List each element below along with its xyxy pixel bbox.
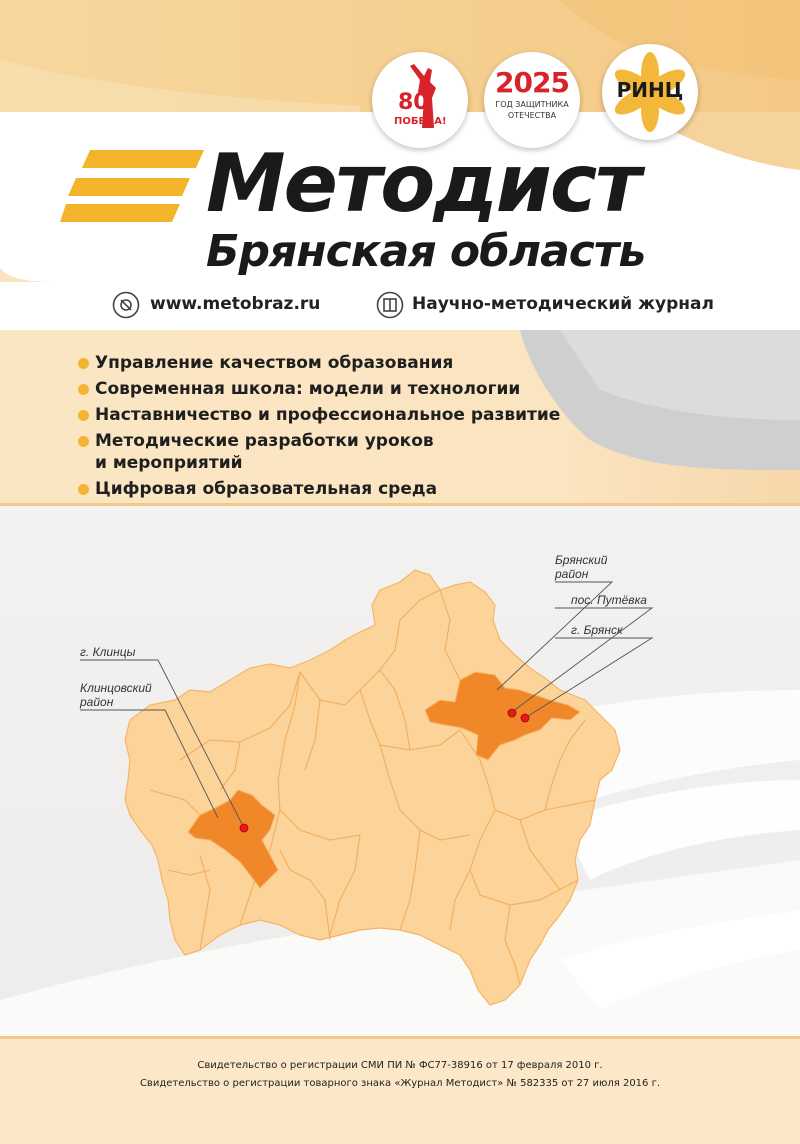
topic-text: Современная школа: модели и технологии <box>95 379 521 399</box>
topic-text-continued: и мероприятий <box>95 453 243 473</box>
bullet-dot <box>78 358 89 369</box>
website-link[interactable]: www.metobraz.ru <box>150 294 321 314</box>
bullet-dot <box>78 410 89 421</box>
klintsy-city-marker <box>240 824 248 832</box>
bullet-dot <box>78 436 89 447</box>
year-line2: ОТЕЧЕСТВА <box>507 111 557 120</box>
label-bryansk-district-1: Брянский <box>555 553 608 567</box>
region-shape <box>125 570 620 1005</box>
year-2025-badge <box>484 52 580 148</box>
topic-text: Наставничество и профессиональное развитие <box>95 405 561 425</box>
label-klintsy-city: г. Клинцы <box>80 645 136 659</box>
registration-line-2: Свидетельство о регистрации товарного знака «Журнал Методист» № 582335 от 27 июля 2016 г. <box>139 1078 661 1089</box>
topic-text: Управление качеством образования <box>95 353 454 373</box>
label-putevka: пос. Путёвка <box>571 593 647 607</box>
bullet-dot <box>78 384 89 395</box>
year-number: 2025 <box>495 66 569 99</box>
rinc-badge <box>602 44 698 140</box>
bullet-dot <box>78 484 89 495</box>
victory-text: ПОБЕДА! <box>394 116 447 127</box>
topic-text: Методические разработки уроков <box>95 431 434 451</box>
label-klintsy-district-1: Клинцовский <box>80 681 152 695</box>
putevka-marker <box>508 709 516 717</box>
label-bryansk-district-2: район <box>555 567 589 581</box>
registration-line-1: Свидетельство о регистрации СМИ ПИ № ФС77-38916 от 17 февраля 2010 г. <box>197 1060 603 1071</box>
bryansk-region-map <box>0 540 800 1020</box>
journal-book-icon <box>376 291 404 319</box>
bryansk-city-marker <box>521 714 529 722</box>
label-bryansk-city: г. Брянск <box>571 623 623 637</box>
victory-number: 80 <box>398 90 429 115</box>
year-line1: ГОД ЗАЩИТНИКА <box>495 100 569 109</box>
web-icon <box>112 291 140 319</box>
journal-type-label: Научно-методический журнал <box>412 294 714 314</box>
topic-text: Цифровая образовательная среда <box>95 479 438 499</box>
rinc-text: РИНЦ <box>616 78 684 102</box>
journal-subtitle: Брянская область <box>206 226 646 277</box>
victory-80-badge <box>372 52 468 148</box>
logo-stripes-icon <box>60 148 206 224</box>
journal-title: Методист <box>206 137 640 230</box>
label-klintsy-district-2: район <box>80 695 114 709</box>
